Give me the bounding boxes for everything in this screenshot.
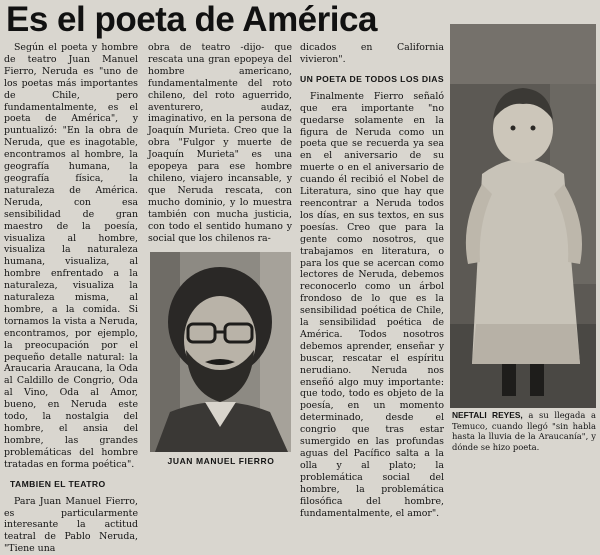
headline: Es el poeta de América — [6, 0, 377, 39]
article-column-1 — [4, 42, 138, 555]
paragraph: Finalmente Fierro señaló que era importante "no quedarse solamente en la figura de Neruda como un poeta que se recuerda ya sea en el aniversario de su muerte o en el aniversario de cuando él recibió el Nobel de Literatura, sino que hay que reencontrar a Neruda todos los días, en sus textos, en sus poesías. Creo que para la gente como nosotros, que trabajamos en literatura, o para los que se acercan como lectores de Neruda, debemos reconocerlo como un árbol frondoso de lo que es la sensibilidad poética de Chile, la sensibilidad poética de América. Todos nosotros debemos aprender, enseñar y buscar, rescatar el espíritu nerudiano. Neruda nos enseñó algo muy importante: que todo, todo es objeto de la poesía, en un momento determinado, desde el congrio que tras estar sumergido en las profundas aguas del Pacífico salta a la olla y al plato; la problemática social del hombre, la problemática filosófica del hombre, fundamentalmente, el amor". — [300, 90, 444, 519]
caption-name: NEFTALI REYES, — [452, 410, 523, 420]
child-photo-caption — [452, 410, 596, 452]
section-subhead: TAMBIEN EL TEATRO — [10, 478, 106, 489]
paragraph: obra de teatro -dijo- que rescata una gran epopeya del hombre americano, fundamentalmente del roto chileno, del roto aguerrido, aventurero, audaz, imaginativo, en la persona de Joaquín Murieta. Creo que la obra "Fulgor y muerte de Joaquín Murieta" es una epopeya para ese hombre chileno, viajero incansable, y que Neruda rescata, con mucho dominio, y lo muestra también con mucha justicia, con todo el sentido humano y social que los chilenos ra- — [148, 42, 292, 244]
section-subhead: UN POETA DE TODOS LOS DIAS — [300, 73, 444, 84]
portrait-photo — [150, 252, 291, 452]
paragraph: Según el poeta y hombre de teatro Juan Manuel Fierro, Neruda es "uno de los poetas más importantes de Chile, pero fundamentalmente, es el poeta de América", y puntualizó: "En la obra de Neruda, que es inagotable, encontramos al hombre, la geografía humana, la geografía física, la naturaleza de América. Neruda, con esa sensibilidad de gran maestro de la poesía, visualiza al hombre, visualiza la naturaleza humana, visualiza, al hombre enfrentado a la naturaleza, visualiza la naturaleza misma, al hombre, a la comida. Si tornamos la vista a Neruda, encontramos, por ejemplo, la preocupación por el pequeño detalle natural: la Araucaria Araucana, la Oda al Caldillo de Congrio, Oda al Vino, Oda al Amor, bueno, en Neruda este todo, la nostalgia del hombre, el ansia del hombre, las grandes problemáticas del hombre tratadas en forma poética". — [4, 42, 138, 470]
portrait-photo-image — [150, 252, 291, 452]
paragraph: dicados en California vivieron". — [300, 42, 444, 65]
portrait-caption: JUAN MANUEL FIERRO — [167, 456, 275, 466]
child-photo — [450, 24, 596, 408]
caption-text: a su llegada a Temuco, cuando llegó "sin habla hasta la lluvia de la Araucanía", y dónde se hizo poeta. — [452, 410, 597, 452]
paragraph: Para Juan Manuel Fierro, es particularmente interesante la actitud teatral de Pablo Neruda, "Tiene una — [4, 495, 138, 555]
article-column-2 — [148, 42, 292, 254]
article-column-3 — [300, 42, 444, 519]
child-photo-image — [450, 24, 596, 408]
